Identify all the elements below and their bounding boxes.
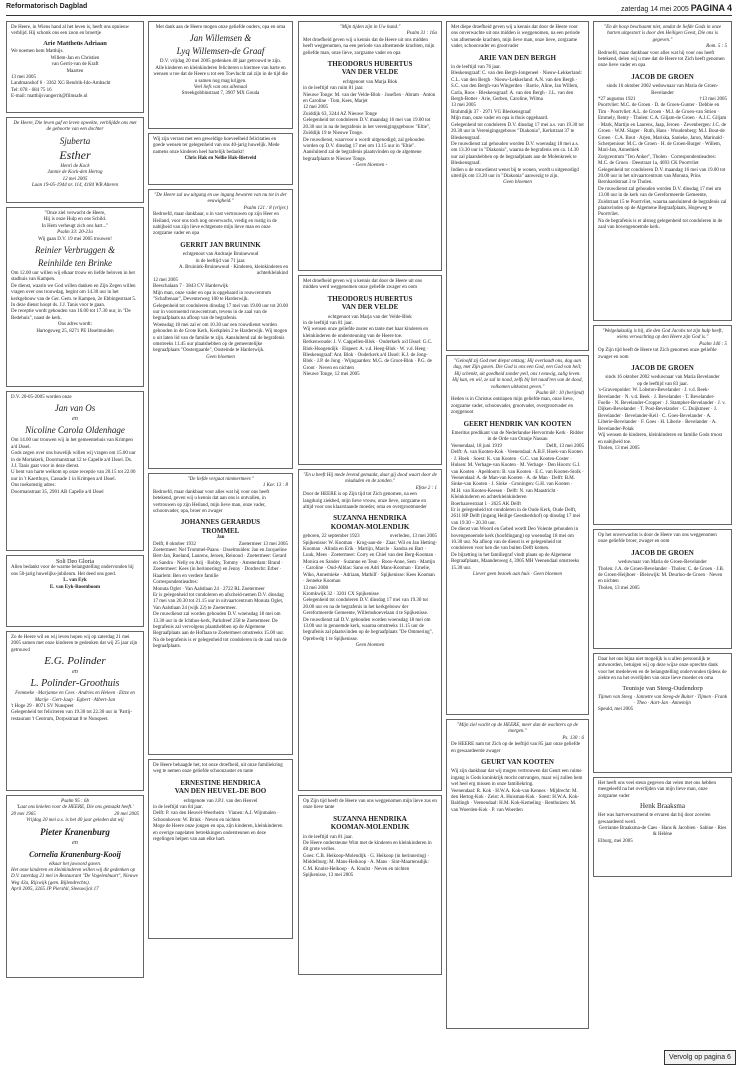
family-list: Poortvliet: M.C. de Groen · D. de Groen-Gunter · Debbie en Tim · Poortvliet: A.L. de Groen · M.J. de Groen-van Strien · Emmely, Remy · Tholen: C.A. Giljam-de Groen · A.J.C. Giljam · Mark, Martijn en Laurens, Jaap, Jeroen · Zevenbergen: J.C. de Groen · W.M. Slager · Ruth, Hans · Woudenberg: M.J. Bout-de Groen · C.A. Bout · Arjen, Mariska, Sanieke, Jaron, Marinald · Scherpenisse: M.C. de Groen · H. de Groen-Burger · Willem, Mari-Jan, Annemiek <box>598 103 727 154</box>
ad-body-2: De rouwdienst zal D.V. gehouden worden woensdag 18 mei om 13.00 uur in genoemde kerk, waarna omstreeks 11.15 uur de begrafenis zal plaatsvinden op de begraafplaats "De Ommering", Oprebwdg 1 te Spijkenisse. <box>303 617 433 642</box>
column-2 <box>148 21 293 943</box>
correspondence-address: Boerhaavestraat 1 · 2625 AK Delft <box>451 501 521 507</box>
ad-text: Op Zijn tijd heeft de Heere van ons weggenomen mijn lieve zus en onze lieve tante <box>303 799 437 811</box>
ad-intro: Wij gaan D.V. 19 mei 2005 trouwen! <box>38 236 112 242</box>
thanks-ad-braaksma <box>593 777 732 877</box>
deceased-name: GEURT VAN KOOTEN <box>481 758 554 767</box>
wife-name: L. Polinder-Groothuis <box>30 678 120 690</box>
verse-ref: 1 Kor. 13 : 8 <box>262 483 288 489</box>
date-from: 20 mei 1965 <box>11 811 36 817</box>
obituary-van-kooten-ds <box>446 355 589 715</box>
deceased-name: GEERT HENDRIK VAN KOOTEN <box>463 419 572 428</box>
ad-verse: "En de hoop beschaamt niet, omdat de liefde Gods in onze harten uitgestort is door den Heiligen Geest, Die ons is gegeven." <box>604 25 721 43</box>
family-list: A. Bruinink-Bruinewoud · Kinderen, kleinkinderen en achterkleinkind <box>178 265 288 277</box>
ad-body-3: Na de begrafenis is er alsnog gelegenheid tot condoleren in de zaal van bovengenoemde kerk. <box>598 218 723 231</box>
ad-body: Allen bedankt voor de warme belangstelling ondervonden bij ons 50-jarig huwelijks-jubileum. Het deed ons goed. <box>11 565 134 577</box>
deceased-name: ERNESTINE HENDRICA <box>180 778 261 787</box>
ad-body-1: Gelegenheid tot condoleren D.V. maandag 16 mei van 19.00 tot 20.30 uur in na de begrafenis in het verenigingsgebouw "Eltie", Zuiddijk 19 te Nieuwe Tonge. <box>303 118 431 137</box>
ad-date: 12 mei 2005 <box>62 176 88 182</box>
died-place: Zoetermeer <box>238 541 262 547</box>
correspondence-label: Correspondentieadres: <box>153 580 198 586</box>
ad-address: 't Hoge 29 · 8071 SV Nunspeet <box>11 704 74 710</box>
ad-body-2: De rouwdienst zal worden gehouden D.V. woensdag 18 mei om 13.30 uur in de Ichthus-kerk, Parkdreef 258 te Zoetermeer. De begrafenis zal vervolgens plaatshebben op de Algemene Begraafplaats aan de Hoflaan te Zoetermeer omstreeks 15.00 uur. <box>153 612 285 637</box>
obituary-van-der-velde-blok <box>298 275 442 465</box>
signer-2: E. van Eyk-Rosenboom <box>49 584 101 590</box>
ad-footer: - Geen bloemen - <box>352 163 388 169</box>
thanks-ad-van-steeg <box>593 653 732 773</box>
deceased-name: JOHANNES GERARDUS <box>180 518 261 527</box>
age: in de leeftijd van 81 jaar. <box>303 321 353 327</box>
column-4 <box>446 21 589 1033</box>
obituary-de-groen-bevelander <box>593 325 732 525</box>
ad-title: Soli Deo Gloria <box>56 559 94 565</box>
ad-body-2: De dienst van Woord en Gebed wordt Deo Volente gehouden in bovengenoemde kerk (hoofdingang) op woensdag 18 mei om 10.30 uur. Na afloop van de dienst is er gelegenheid tot condoleren voor hen die van buiten Delft komen. <box>451 527 579 552</box>
ad-text: De HEERE nam tot Zich op de leeftijd van 85 jaar onze geliefde en gewaardeerde zwager <box>451 742 581 754</box>
correspondence-address: Zorgcentrum "Ten Anker", Tholen · Correspondentieadres: M.C. de Groen · Deestraat 1a, 4693 CK Poortvliet <box>598 154 716 167</box>
family-list: Zoetermeer: Nel Trommel-Paans · IJsselmuiden: Jan en Jacqueline Bert-Jan, Roeland, Laurens, Jeroen, Reinoud · Zoetermeer: Gerard en Sandra · Nelly en Arij · Bobby, Tommy · Amsterdam: Brand · Zoetermeer: Kees (in herinnering) en Jenny · Dordrecht: Erber · Haarlem: Ben en verdere familie <box>153 548 287 579</box>
ad-body-3: Aansluitend zal de begrafenis plaatsvinden op de algemene begraafplaats te Nieuwe Tonge. <box>303 150 422 162</box>
family-list: Tijmen van Steeg · Jannette van Steeg-de Buiter · Tijmen · Frank · Theo · Aart-Jan · Annemijn <box>598 694 727 707</box>
ad-verse: "De liefde vergaat nimmermeer." <box>187 477 254 482</box>
deceased-name: THEODORUS HUBERTUS <box>327 60 413 69</box>
ad-footer: Liever geen bezoek aan huis · Geen bloemen <box>472 572 563 577</box>
deceased-name: JACOB DE GROEN <box>631 364 694 373</box>
signer-1: L. van Eyk <box>63 578 87 584</box>
age: in de leeftijd van 76 jaar. <box>451 65 501 71</box>
issue-date: zaterdag 14 mei 2005 <box>621 6 689 13</box>
ad-address: Streekgobbinstraat 7, 3907 MX Gouda <box>181 91 260 97</box>
child-name: Arie Mattheüs Adriaan <box>43 39 107 47</box>
obituary-van-der-velde-family <box>298 21 442 271</box>
ad-verse: "Mijn ziel wacht op de HEERE, meer dan de wachters op de morgen." <box>457 723 578 735</box>
spouse: weduwnaar van Maria de Groen-Bevelander <box>618 560 707 566</box>
ad-intro: Zo de Heere wil en wij leven hopen wij op zaterdag 21 mei 2005 samen met onze kinderen te gedenken dat wij 25 jaar zijn getrouwd <box>11 635 138 653</box>
children-list: Femmeke · Marjanne en Cees · Andries en Heleen · Eltze en Marije · Gert-Jaap · Egbert · Albert-Jan <box>15 691 135 703</box>
ad-place: Speuld, mei 2005 <box>598 707 634 713</box>
obituary-van-den-bergh <box>446 21 589 351</box>
ad-place: Tholen, 13 mei 2005 <box>598 585 640 591</box>
ad-text: Bedroefd, maar dankbaar, u in vast vertrouwen op zijn Heer en Heiland, voor ons toch nog onverwacht, vredig en rustig in de nabijheid van zijn lieve echtgenote mijn lieve man en onze zorgzame vader en opa <box>153 212 279 237</box>
ad-body-3: Woensdag 18 mei zal er om 10.30 uur een rouwdienst worden gehouden in de Grote Kerk, Kerkplein 2 te Harderwijk. Wij mogen u uit laten lid van de familie te zijn. Aansluitend zal de begrafenis omstreeks 11.45 uur plaatshebben op de gemeentelijke begraafplaats "Oostergaarde", Oosteinde te Harderwijk. <box>153 322 288 354</box>
ad-verse: "De Heere zal uw uitgang en uw ingang bewaren van nu tot in der eeuwigheid." <box>154 193 287 205</box>
died-date: 13 mei 2005 <box>263 541 288 547</box>
thanks-ad-hak <box>148 133 293 185</box>
ad-body-3: De receptie wordt gehouden van 16.00 tot 17.30 uur, in "De Bedehuis", naast de kerk. <box>11 309 131 321</box>
ad-place: Elburg, mei 2005 <box>598 838 633 844</box>
ad-body-1: Er is gelegenheid tot condoleren in de Oude Kerk, Oude Delft, 2611 HP Delft (ingang Heilige Geestkerkhof) op dinsdag 17 mei van 19.30 – 20.30 uur. <box>451 507 581 526</box>
deceased-surname: KOOMAN-MOLENDIJK <box>330 522 410 531</box>
ad-date: 13 mei 2005 <box>451 103 476 109</box>
ad-intro: Vrijdag 20 mei a.s. is het 40 jaar geleden dat wij <box>26 818 124 824</box>
verse-line-1: "Onze ziel verwacht de Heere, <box>44 211 106 216</box>
obituary-kooman-molendijk <box>298 795 442 975</box>
deceased-name: JACOB DE GROEN <box>631 72 694 81</box>
ad-address: Beeschalaan 7 · 3843 CV Harderwijk <box>153 284 229 290</box>
ad-text: Bedroefd, maar dankbaar voor alles wat hij voor ons heeft betekend, geven wij u kennis dat aan ons is ontvallen, in vertrouwen op zijn Heiland, mijn lieve man, onze vader, schoonvader, opa, broer en zwager <box>153 489 270 515</box>
paper-name: Reformatorisch Dagblad <box>6 3 88 10</box>
wedding-ad-verbruggen <box>6 207 144 387</box>
ad-body: Wij wensen onze geliefde zuster en tante met haar kinderen en kleinkinderen de ondersteuning van de Heere toe. <box>303 327 429 339</box>
deceased-name: SUZANNA HENDRIKA <box>333 814 407 823</box>
born: Veenendaal, 18 juni 1919 <box>451 443 502 449</box>
birth-ad-matthijs <box>6 21 144 113</box>
address-label: Ons adres wordt: <box>57 322 93 328</box>
ad-body-1: Om 14.00 uur trouwen wij in het gemeentehuis van Krimpen a/d IJssel. <box>11 438 133 450</box>
born-date: 8 oktober 1932 <box>165 541 197 547</box>
groom-name: Jan van Os <box>54 403 96 414</box>
address-label: Ons toekomstig adres: <box>11 483 56 489</box>
verse-ref: Psalm 31 : 16a <box>406 31 437 37</box>
ad-text: Op het onverwachts is door de Heere van ons weggenomen onze geliefde broer, zwager en oom <box>598 533 717 545</box>
obituary-de-groen-family <box>593 21 732 321</box>
ampersand: en <box>72 839 78 846</box>
ad-body-1: Om 12.00 uur willen wij elkaar trouw en liefde beloven in het stadhuis van Kampen. <box>11 271 135 283</box>
call-name: We noemen hem Matthijs. <box>11 49 64 55</box>
died: Delft, 13 mei 2005 <box>546 443 584 449</box>
obituary-bruinink <box>148 189 293 469</box>
bride-name: Nicoline Carola Oldenhage <box>25 425 125 436</box>
deceased-surname: TROMMEL <box>201 526 240 535</box>
ad-text: Daar het ons bijna niet mogelijk is u allen persoonlijk te antwoorden, betuigen wij op deze wijze onze oprechte dank voor het medeleven en de belangstelling ondervonden tijdens de ziekte en na het overlijden van onze lieve moeder en oma <box>598 657 727 682</box>
family-list: Bleskensgraaf: C. van den Bergh-Jongeneel · Nieuw-Lekkerland: C.L. van den Bergh · Nieuw-Lekkerland: A.N. van den Bergh · S.C. van den Bergh-van Wingerden · Barrie, Aline, Jan Willem, Carla, Roos · Bleskensgraaf: A. van den Bergh · J.L. van den Bergh-Botter · Arie, Gerben, Caroline, Wilma <box>451 71 582 103</box>
age: in de leeftijd van 81 jaar. <box>303 834 353 840</box>
ad-body: Moge de Heere onze jongen en opa, zijn kinderen, kleinkinderen en overige nagelaten betrekkingen ondersteunen en deze regelingen helpen van aan elke hart. <box>153 824 283 843</box>
born-place: Delft, <box>153 541 165 547</box>
ad-verse: "En u heeft Hij mede levend gemaakt, daar gij dood waart door de misdaden en de zonden." <box>303 473 437 485</box>
family-list: Berkenwoude: J. V. Cappellen-Blok · Ouderkerk a/d IJssel: G.C. Blok-Hoogendijk · Elspeet: A. v.d. Heeg-Blok · W. v.d. Heeg · Bleskensgraaf: Ant. Blok · Ouderkerk a/d IJssel: K.J. de Jong-Blok · J.P. de Jong · Wijngaarden: M.G. de Groot-Blok · P.G. de Groot · Neven en nichten <box>303 340 433 371</box>
ad-place: Nieuwe Tonge, 12 mei 2005 <box>303 372 360 378</box>
header-rule <box>6 15 732 16</box>
ampersand: en <box>72 669 78 676</box>
anniversary-ad-kranenburg <box>6 795 144 978</box>
anniversary-ad-willemsen <box>148 21 293 129</box>
spouse: echtgenoot van Marja van der Velde-Blok <box>328 314 412 320</box>
deceased-surname: KOOMAN-MOLENDIJK <box>330 823 410 832</box>
ad-body-2: De rouwdienst, waarvoor u wordt uitgenodigd, zal gehouden worden op D.V. dinsdag 17 mei om 13.15 uur in "Eltie". <box>303 137 425 149</box>
family-list: Nieuwe Tonge: M. van der Velde-Blok · Josefien · Abram · Anton en Caroline · Tom, Kees, Marjet <box>303 92 436 105</box>
ad-email: E-mail: matthijsvangerrit@filmsafe.nl <box>11 94 88 100</box>
ad-body-3: U bent van harte welkom op onze receptie van 20.15 tot 22.00 uur in 't Kaerthuys, Cassade 1 in Krimpen a/d IJssel. <box>11 470 136 482</box>
ad-body-3: Na de begrafenis is er gelegenheid tot condoleren in de zaal van de begraafplaats. <box>153 637 287 650</box>
ad-body-2: Gelegenheid tot condoleren dinsdag 17 mei van 19.00 uur tot 20.00 uur in voornoemd rouwcentrum, tevens in de zaal van de begraafplaats na afloop van de begrafenis. <box>153 303 288 322</box>
spouse: sinds 16 oktober 2002 weduwnaar van Maria Bevelander <box>605 375 720 381</box>
ad-phone: Tel: 078 - 684 75 16 <box>11 87 52 93</box>
ad-body-2: De rouwdienst zal gehouden worden D.V. dinsdag 17 mei om 13.00 uur in de kerk van de Gereformeerde Gemeente, Zuidstraat 15 te Poortvliet, waarna aansluitend de begrafenis zal plaatsvinden op de Algemene Begraafplaats, Hogeweg te Poortvliet. <box>598 186 727 218</box>
ad-body: Alle kinderen en kleinkinderen feliciteren u hiermee van harte en wensen u toe dat de Heere u tot een Toevlucht zal zijn in de tijd die u samen nog mag krijgen. <box>153 65 288 84</box>
spouse: echtgenoot van Marja Blok <box>342 79 398 85</box>
ad-body: Het was hartverwarmend te ervaren dat hij door zovelen gewaardeerd werd. <box>598 813 711 825</box>
ad-body: Wij zijn verrast met een geweldige hoeveelheid felicitaties en goede wensen ter gelegenheid van ons 40-jarig huwelijk. Mede namens onze kinderen heel hartelijk bedankt! <box>153 137 280 155</box>
wife-name: Lyq Willemsen-de Graaf <box>176 46 265 57</box>
bride-name: Reinhilde ten Brinke <box>38 258 112 269</box>
deceased-name: JACOB DE GROEN <box>631 548 694 557</box>
spouse: echtgenote van J.P.J. van den Heuvel <box>183 798 258 804</box>
child-call-name: Esther <box>59 147 91 162</box>
ad-body-1: Mijn man, onze vader en opa is opgebaard in rouwcentrum "Schaftenaar", Deventerweg 100 te Harderwijk. <box>153 290 272 303</box>
signers: Chris Hak en Nellie Hak-Bietveld <box>184 156 257 162</box>
family-list: Gerrianne Braaksma-de Caes · Hans & Jacobien · Sabine · Ries & Hélène <box>598 826 727 838</box>
ad-address: Doormanstraat 35, 2901 AB Capelle a/d IJssel <box>11 489 104 495</box>
correspondence-address: Monuta Oglet · Van Aalstlaan 24 · 2722 RL Zoetermeer <box>153 586 265 592</box>
ad-date: 13 mei 2008 <box>303 585 328 591</box>
verse-ref: Psalm 146 : 5 <box>699 341 727 347</box>
ad-intro: Met dank aan de Heere mogen onze geliefde ouders, opa en oma <box>155 25 286 30</box>
ad-place: Tholen, 13 mei 2005 <box>598 445 640 451</box>
column-3 <box>298 21 442 979</box>
ad-text: De Heere behaagde het, tot onze droefheid, uit onze familiekring weg te nemen onze geliefde schoonzuster en tante <box>153 763 283 775</box>
deceased-role: Emeritus predikant van de Nederlandse Hervormde Kerk · Ridder in de Orde van Oranje Nassau <box>451 431 584 443</box>
obituary-van-den-heuvel <box>148 759 293 939</box>
ad-body-2: Gods zegen over ons huwelijk willen wij vragen om 15.00 uur in de Mortakerk, Doormanstraat 12 te Capelle a/d IJssel. Ds. J.J. Tanis gaat voor in deze dienst. <box>11 451 136 470</box>
page-number: 4 <box>726 3 732 13</box>
verse-line-2: Hij is onze Hulp en ons Schild. <box>43 217 107 223</box>
obituary-kooman-family <box>298 469 442 791</box>
ad-address: Laan 19-05-1944 nr. 114, 4184 WB Alteren <box>31 183 119 189</box>
ad-address: Zuiddijk 63, 3244 AZ Nieuwe Tonge <box>303 111 377 117</box>
family-list: Spijkenisse: W. Kooman · Krog-aan-de · Zaas: Wil en Jan Hetting-Kooman · Alinda en Erik · Martijn, Marcle · Sandra en Bart · Luuk, Mees · Zoetermeer: Corry en Chiel van den Berg-Kooman · Monica en Sander · Suzanne en Teun · Roos-Anne, Sem · Martijn · Caroline · Oud-Alblas: Sano en Adri Mans-Kooman · Emelie, Wiko, Annemieke · Adriaan, Mathilf · Spijkenisse: Kees Kooman · Jenneke Kooman <box>303 540 437 585</box>
page-word: PAGINA <box>690 3 726 13</box>
husband-name: Pieter Kranenburg <box>40 826 110 837</box>
ad-intro: De Heere, in Wiens hand al het leven is, heeft ons opnieuw verblijd. Hij schonk ons een zoon en broertje <box>11 25 130 37</box>
ad-body-1: Gelegenheid tot condoleren D.V. maandag 16 mei van 19.00 tot 20.00 uur in het uitvaartcentrum van Monuta, Prins Bernhardstraat 3 te Tholen. <box>598 167 726 186</box>
ad-footer: Geen bloemen <box>355 643 385 649</box>
ad-address: Brahmdijk 37 · 2971 VG Bleskensgraaf <box>451 109 531 115</box>
family-list: 's-Gravenpolder: W. Lobston-Bevelander · J. v.d. Beek-Bevelander · N. v.d. Beek · J. Bevelander · T. Bevelander-Foelle · N. Bevelander-Cropper · J. Stampher-Bevelander · J. v. Dijken-Bevelander · T. Post-Bevelander · C. Duijkmeer · J. Bevelander · Bevelander-Keil · C. Goes-Bevelander · A. Liberie-Bevelander · F. Goes · H. Liberie · Bevelander · A. Bevelander-Polak <box>598 388 726 432</box>
ad-text: Het heeft ons veel steun gegeven dat velen met ons hebben meegeleefd na het overlijden van mijn lieve man, onze zorgzame vader <box>598 781 717 799</box>
ad-footer: Geen bloemen <box>206 354 235 360</box>
wife-name: Cornelia Kranenburg-Kooij <box>29 849 121 859</box>
ad-text: Met droefheid geven wij u kennis dat de Heere uit ons midden heeft weggenomen, na een periode van afnemende krachten, mijn geliefde man, onze lieve, zorgzame vader en opa <box>303 37 435 56</box>
obituary-de-groen-broer <box>593 529 732 649</box>
verse-ref: Rom. 5 : 5 <box>706 44 727 50</box>
ad-text: Met diepe droefheid geven wij u kennis dat door de Heere voor ons onverwachte uit ons midden is weggenomen, na een periode van afnemende krachten, mijn lieve man, onze lieve, zorgzame vader, schoonvader en grootvader <box>451 25 580 50</box>
ad-body: Wij wensen de kinderen, kleinkinderen en familie Gods troost en nabijheid toe. <box>598 433 723 445</box>
ad-body-3: Indien u de rouwdienst wenst bij te wonen, wordt u uitgenodigd uiterlijk om 13.20 uur in "Diakonia" aanwezig te zijn. <box>451 167 579 179</box>
ad-text: Op Zijn tijd heeft de Heere tot Zich genomen onze geliefde zwager en oom <box>598 348 717 360</box>
obituary-trommel <box>148 473 293 755</box>
verse-ref: Psalm 68 : 10 (berijmd) <box>535 391 584 397</box>
ad-body-1: Gelegenheid tot condoleren D.V. dinsdag 17 mei a.s. van 19.30 tot 20.30 uur in Verenigingsgebouw "Diakonia", Kerkstraat 37 te Bleskensgraaf. <box>451 122 584 141</box>
page-header <box>6 3 732 15</box>
age: in de leeftijd van 71 jaar. <box>195 258 246 264</box>
ad-body-3: De bijzetting in het familiegraf vindt plaats op de Algemene Begraafplaats, Maandenweg 4, 3905 MH Veenendaal omstreeks 15.30 uur. <box>451 552 580 571</box>
husband-name: Jan Willemsen & <box>189 33 252 44</box>
ad-place: Spijkenisse, 13 mei 2005 <box>303 873 354 879</box>
column-5 <box>593 21 732 881</box>
ad-text: Door de HEERE is op Zijn tijd tot Zich genomen, na een langdurig ziekbed, mijn lieve vrouw, onze lieve, zorgzame en altijd voor ons klaarstaande moeder, oma en overgrootmoeder <box>303 492 427 511</box>
family-list: Veenendaal: R. Kok · H.W.A. Kok-van Kennes · Mijdrecht: M. den Hertog-Kok · Zeist: A. Huisman-Kok · Soest: H.W.A. Kok-Baldingh · Veenendaal: H.M. Kok-Kemeling · Benthuizen: M. van Woerden-Kok · P. van Woerden <box>451 788 579 813</box>
ad-verse: "Mijn tijden zijn in Uw hand." <box>339 25 401 30</box>
column-1 <box>6 21 144 982</box>
family-list: Tholen: J.A. de Groen-Bevelander · Tholen: C. de Groen · J.B. de Groen-Heijboer · Bleiswijk: M. Deurloo-de Groen · Neven en nichten <box>598 566 725 585</box>
ad-note: Mijn man, onze vader en opa is thuis opgebaard. <box>451 116 549 122</box>
ad-date: 12 mei 2005 <box>153 277 178 283</box>
ad-body: Wij zijn dankbaar dat wij mogen vertrouwen dat Geurt een ruime ingang is Gods koninkrijk mocht ontvangen, maar wij zullen hem wel heel erg missen in onze familiekring. <box>451 769 583 788</box>
spouse: echtgenoot van Andrasje Bruinewoud <box>182 252 259 258</box>
ad-body: Gelegenheid tot feliciteren van 19.30 tot 22.30 uur in 'Partij-restaurant 't Centrum, Dorpsstraat 8 te Nunspeet. <box>11 710 133 722</box>
ad-footer: Geen bloemen <box>503 180 532 186</box>
child-first-name: Sjuberta <box>59 135 91 146</box>
ad-greeting: Veel liefs van ons allemaal <box>193 85 248 91</box>
born: geboren, 22 september 1923 <box>303 534 360 540</box>
husband-name: E.G. Polinder <box>44 655 106 668</box>
ad-date: 13 mei 2005 <box>11 75 36 81</box>
deceased-surname: VAN DER VELDE <box>341 68 399 77</box>
family-list: Delft: A. van Kooten-Kok · Veenendaal: A.B.F. Hoek-van Kooten · J. Hoek · Soest: K. van Kooten · G.C. van Kooten-Coster · Hulsen: M. Verhage-van Kooten · M. Verhage · Den Hoorn: G.J. van Kooten · Apeldoorn: B. van Kooten · E.C. van Kooten-Stolk · Veenendaal: A. de Man-van Kooten · A. de Man · Delft: B.M. Sinke-van Kooten · J. Sinke · Groningen: G.H. van Kooten · M.H. van Kooten-Keesen · Delft: N. van Maastricht · Kleinkinderen en achterkleinkinderen <box>451 450 584 501</box>
spouse: sinds 16 oktober 2002 weduwnaar van Maria de Groen-Bevelander <box>606 84 719 96</box>
deceased-surname: VAN DER VELDE <box>341 303 399 312</box>
ad-body-2: De dienst, waarin we God willen danken en Zijn Zegen willen vragen over ons trouwdag, begint om 14.30 uur in het kerkgebouw van de Ger. Gem. te Kampen, 2e Ebbingestraat 5. In deze dienst hoopt ds. J.J. Tanis voor te gaan. <box>11 283 137 309</box>
born: *27 augustus 1921 <box>598 97 636 103</box>
ad-verse: 'Laat ons knielen voor de HEERE, Die ons gemaakt heeft.' <box>16 805 134 811</box>
verse-ref: Efeze 2 : 1 <box>415 485 437 491</box>
parents-surname: van Gerrit-van de Kraft <box>51 62 99 68</box>
sibling: Maarten <box>66 68 84 74</box>
ad-verse: "Welgelukzalig is hij, die den God Jacobs tot zijn hulp heeft, wiens verwachting op den Heere zijn God is." <box>602 329 723 341</box>
verse-ref: Psalm 95 : 6b <box>61 799 89 804</box>
date-to: 20 mei 2005 <box>114 811 139 817</box>
ad-text: Bedroefd, maar dankbaar voor alles wat hij voor ons heeft betekend, delen wij u mee dat de Heere tot Zich heeft genomen onze lieve vader en opa <box>598 50 725 69</box>
ad-verse: "Geloofd zij God met diepst ontzag; Hij overlaadt ons, dag aan dag, met Zijn gaven. Die God is ons een God, een God van heil; Hij schenkt, uit goedheid zonder peil, ons t eeuwig, zalig leven. Hij kan, en wil, ze zal in nood, zelfs bij het naad'ren van de dood, volkomen uitkomst geven." <box>452 359 583 390</box>
family-list: Delft: P. van den Heuvel-Weerheim · Vianen: A.J. Wijnmalen · Schoonhoven: W. Brink · Neven en nichten <box>153 811 279 823</box>
verse-line-3: In Hem verheugt zich ons hart..." <box>41 223 109 229</box>
deceased-surname: VAN DEN HEUVEL-DE BOO <box>174 787 267 796</box>
deceased-name: ARIE VAN DEN BERGH <box>479 53 556 62</box>
ad-intro: D.V. 20-05-2005 worden onze <box>11 395 72 400</box>
verse-ref: Ps. 130 : 6 <box>562 735 584 741</box>
anniversary-ad-polinder <box>6 631 144 791</box>
obituary-geurt-van-kooten <box>446 719 589 1029</box>
ad-body-2: De rouwdienst zal gehouden worden D.V. woensdag 18 mei a.s. om 13.30 uur in "Diakonia", waarna de begrafenis om ca. 14.30 uur zal plaatshebben op de begraafplaats aan de Molenkreek te Bleskensgraaf. <box>451 141 579 167</box>
wedding-ad-van-os <box>6 391 144 551</box>
age: in de leeftijd van ruim 81 jaar. <box>303 86 364 92</box>
ad-body: De Heere ondersteune Wim met de kinderen en kleinkinderen in dit grote verlies. <box>303 841 432 853</box>
deceased-name: Teunisje van Steeg-Oudendorp <box>622 684 703 692</box>
ad-body-1: Gelegenheid tot condoleren D.V. dinsdag 17 mei van 19.30 tot 20.00 uur en na de begrafenis in het kerkgebouw der Gereformeerde Gemeente, Willemshoevelaan 4 te Spijkenisse. <box>303 598 429 617</box>
ampersand: en <box>72 416 78 423</box>
ad-address: Hartogsweg 25, 8271 PE IJsselmuiden <box>36 328 114 334</box>
age: in de leeftijd van 84 jaar. <box>153 805 203 811</box>
ad-verse: De Heere, Die leven gaf en leven opwekte, verblijdde ons met de geboorte van een dochter <box>13 121 137 133</box>
family-list: Goes: C.B. Heikoop-Molendijk · G. Heikoop (in herinnering) · Middelburg: M. Mans-Heikoop · A. Mans · Sint-Maartensdijk: C.M. Knulst-Heikoop · A. Knulst · Neven en nichten <box>303 853 430 872</box>
ad-text: D.V. vrijdag 20 mei 2005 gedenken 40 jaar getrouwd te zijn. <box>159 59 282 65</box>
parents: Willem-Jan en Christien <box>50 55 100 61</box>
ad-date: 12 mei 2005 <box>303 105 328 111</box>
deceased-name: GERRIT JAN BRUININK <box>180 240 261 249</box>
groom-name: Reinier Verbruggen & <box>35 245 115 256</box>
age: op de leeftijd van 83 jaar. <box>637 381 688 387</box>
died: †13 mei 2005 <box>699 97 727 103</box>
birth-ad-esther <box>6 117 144 203</box>
header-right <box>621 3 732 13</box>
nickname: Jan <box>216 535 225 541</box>
ad-address: Kromkwijk 32 · 3201 CX Spijkenisse <box>303 591 379 597</box>
ad-address: Landmanshof 6 · 3362 XG Bendrik-Ido-Ambacht <box>11 81 111 87</box>
father-name: Henri de Kock <box>60 163 90 169</box>
ad-body-1: Er is gelegenheid tot condoleren en afscheid-nemen D.V. dinsdag 17 mei van 20.30 tot 21.15 uur in uitvaartcentrum Monuta Oglet, Van Aalstlaan 24 (wijk 22) te Zoetermeer. <box>153 592 284 611</box>
ad-text: Heden is in Christus ontslapen mijn geliefde man, onze lieve, zorgzame vader, schoonvader, grootvader, overgrootvader en zorggenoot <box>451 397 574 416</box>
ad-address: April 2005, 3265 JP Piershil, Sleeuwijck 17 <box>11 887 99 893</box>
verse-ref: Psalm 121 : 8 (vrijer.) <box>243 205 288 211</box>
deceased-name: THEODORUS HUBERTUS <box>327 294 413 303</box>
mother-name: Jannie de Kock-den Hertog <box>47 170 103 176</box>
continued-on-page-link[interactable]: Vervolg op pagina 6 <box>664 1050 736 1065</box>
thanks-ad-van-eyk <box>6 555 144 627</box>
deceased-name: Henk Braaksma <box>640 802 685 811</box>
verse-ref: Psalm 33: 20-21a <box>57 230 93 236</box>
ad-text: Met droefheid geven wij u kennis dat door de Heere uit ons midden werd weggenomen onze geliefde zwager en oom <box>303 279 422 291</box>
ad-text: elkaar het jawoord gaven. <box>48 861 102 867</box>
died: overleden, 13 mei 2005 <box>389 534 437 540</box>
ad-body: Het onze kinderen en kleinkinderen willen wij dit gedenken op D.V. zaterdag 21 mei in Restaurant "De Vogelenbuurt", Nieuwe Weg 43a, Rijswijk (gem. Bijlendrechts). <box>11 868 138 886</box>
deceased-name: SUZANNA HENDRIKA <box>333 514 407 523</box>
